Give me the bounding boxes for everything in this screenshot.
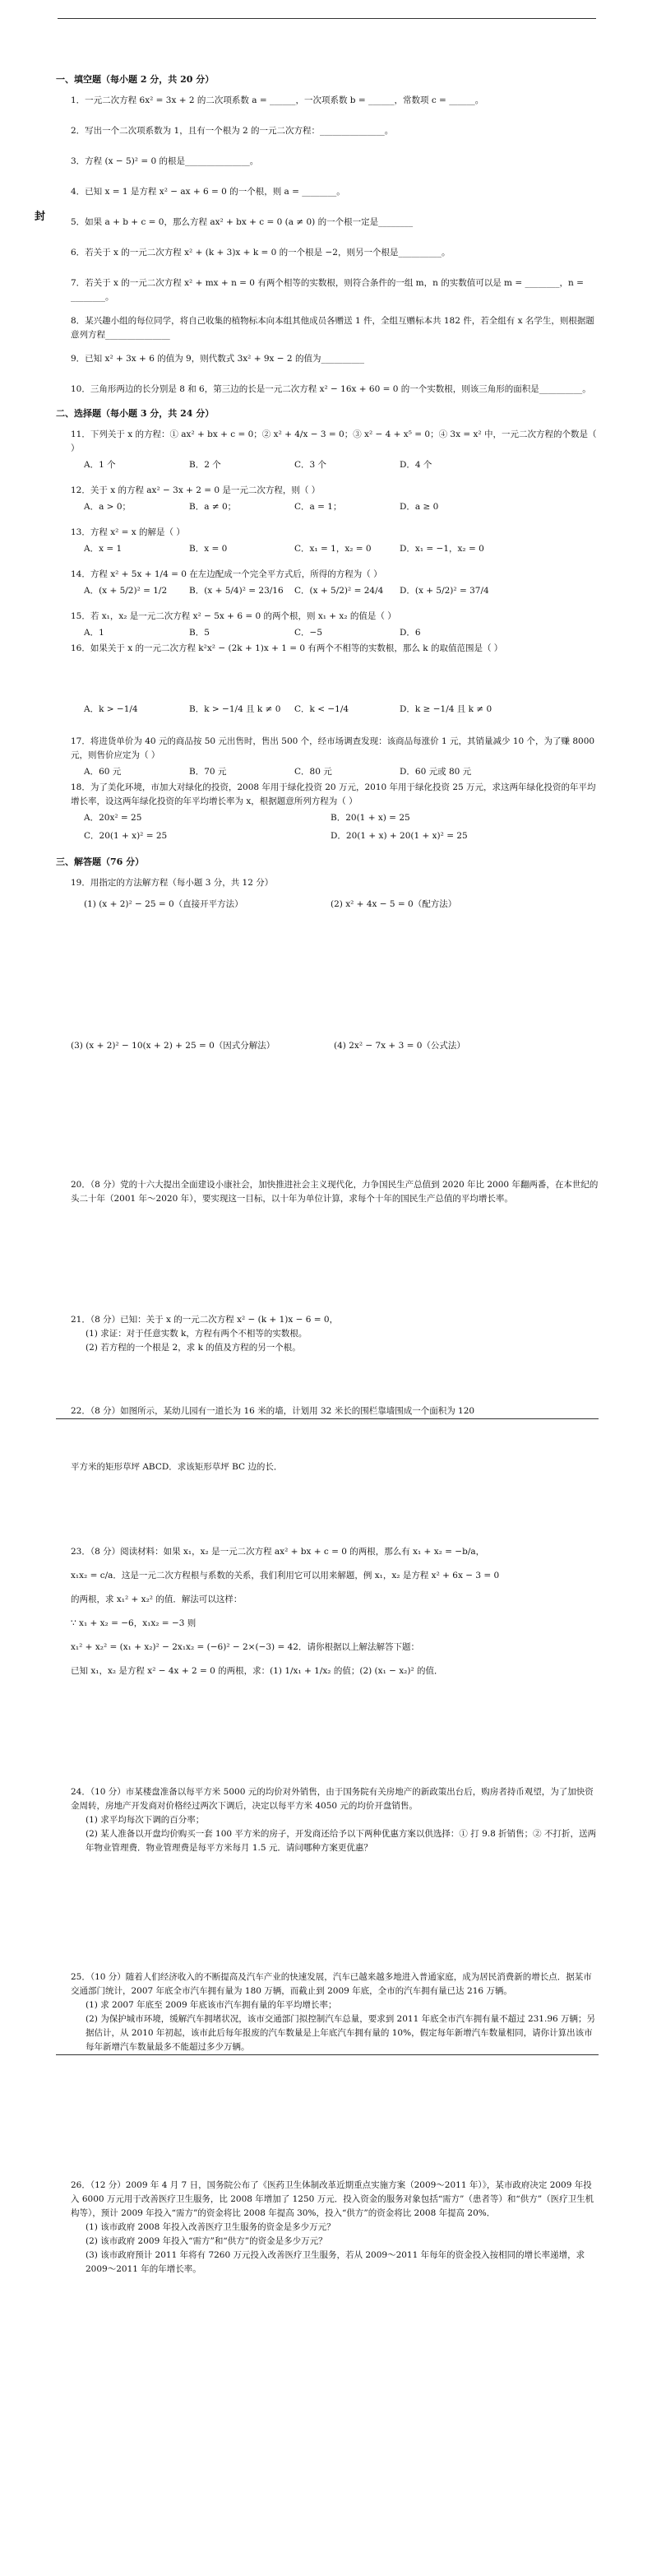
solve-q22: 22．（8 分）如图所示，某幼儿园有一道长为 16 米的墙，计划用 32 米长的围栏靠墙围成一个面积为 120 <box>56 1404 599 1419</box>
option-b[interactable]: B．5 <box>189 628 210 638</box>
option-b[interactable]: B．(x + 5/4)² = 23/16 <box>189 586 284 596</box>
option-d[interactable]: D．(x + 5/2)² = 37/4 <box>400 586 489 596</box>
solve-q23-line6: 已知 x₁，x₂ 是方程 x² − 4x + 2 = 0 的两根，求：(1) 1/x₁ + 1/x₂ 的值；(2) (x₁ − x₂)² 的值． <box>71 1666 443 1676</box>
solve-q24-part2: (2) 某人准备以开盘均价购买一套 100 平方米的房子，开发商还给予以下两种优惠方案以供选择：① 打 9.8 折销售；② 不打折，送两年物业管理费．物业管理费是每平方米每月 1.5 元．请问哪种方案更优惠？ <box>86 1829 596 1853</box>
option-c[interactable]: C．x₁ = 1，x₂ = 0 <box>294 544 372 554</box>
choice-q12-options <box>56 498 599 516</box>
option-b[interactable]: B．70 元 <box>189 767 227 777</box>
q19-part-1: (1) (x + 2)² − 25 = 0（直接开平方法） <box>84 899 243 909</box>
fill-q1: 1．一元二次方程 6x² = 3x + 2 的二次项系数 a = ______，一次项系数 b = ______，常数项 c = ______。 <box>71 95 484 105</box>
solve-q20: 20．（8 分）党的十六大提出全面建设小康社会，加快推进社会主义现代化，力争国民生产总值到 2020 年比 2000 年翻两番，在本世纪的头二十年（2001 年～2020 年），要实现这一目标，以十年为单位计算，求每个十年的国民生产总值的平均增长率。 <box>71 1180 599 1204</box>
choice-q18: 18．为了美化环境，市加大对绿化的投资，2008 年用于绿化投资 20 万元，2010 年用于绿化投资 25 万元，求这两年绿化投资的年平均增长率，设这两年绿化投资的年平均增长率为 x，根据题意所列方程为（ ） <box>71 782 596 806</box>
solve-q25-part2: (2) 为保护城市环境，缓解汽车拥堵状况，该市交通部门拟控制汽车总量，要求到 2011 年底全市汽车拥有量不超过 231.96 万辆；另据估计，从 2010 年初起，该市此后每年报废的汽车数量是上年底汽车拥有量的 10%，假定每年新增汽车数量相同，请你计算出该市每年新增汽车数量最多不能超过多少万辆。 <box>56 2012 599 2055</box>
choice-q18-options-row1 <box>56 809 599 827</box>
option-c[interactable]: C．20(1 + x)² = 25 <box>84 831 168 841</box>
option-d[interactable]: D．a ≥ 0 <box>400 502 439 512</box>
solve-q25: 25．（10 分）随着人们经济收入的不断提高及汽车产业的快速发展，汽车已越来越多地进入普通家庭，成为居民消费新的增长点．据某市交通部门统计，2007 年底全市汽车拥有量为 180 万辆，而截止到 2009 年底，全市的汽车拥有量已达 216 万辆。 <box>71 1972 592 1996</box>
fill-q8: 8．某兴趣小组的每位同学，将自己收集的植物标本向本组其他成员各赠送 1 件，全组互赠标本共 182 件，若全组有 x 名学生，则根据题意列方程_______________ <box>71 316 594 340</box>
option-c[interactable]: C．a = 1； <box>294 502 342 512</box>
option-d[interactable]: D．k ≥ −1/4 且 k ≠ 0 <box>400 704 492 714</box>
option-a[interactable]: A．20x² = 25 <box>84 813 142 823</box>
solve-q26-part3: (3) 该市政府预计 2011 年将有 7260 万元投入改善医疗卫生服务，若从 2009～2011 年每年的资金投入按相同的增长率递增，求 2009～2011 年的年增长率。 <box>86 2250 585 2274</box>
fill-q5: 5．如果 a + b + c = 0，那么方程 ax² + bx + c = 0 (a ≠ 0) 的一个根一定是________ <box>71 217 414 227</box>
solve-q26-part1: (1) 该市政府 2008 年投入改善医疗卫生服务的资金是多少万元？ <box>86 2222 335 2232</box>
solve-q21: 21．（8 分）已知：关于 x 的一元二次方程 x² − (k + 1)x − 6 = 0， <box>71 1315 339 1325</box>
option-a[interactable]: A．x = 1 <box>84 544 123 554</box>
fill-q7: 7．若关于 x 的一元二次方程 x² + mx + n = 0 有两个相等的实数根，则符合条件的一组 m，n 的实数值可以是 m = ________，n = ________。 <box>71 278 584 302</box>
solve-q23-line5: x₁² + x₂² = (x₁ + x₂)² − 2x₁x₂ = (−6)² − 2×(−3) = 42．请你根据以上解法解答下题： <box>71 1642 419 1652</box>
solve-q23-line3: 的两根，求 x₁² + x₂² 的值．解法可以这样： <box>71 1594 243 1604</box>
section-heading-choice: 二、选择题（每小题 3 分，共 24 分） <box>56 408 215 419</box>
option-d[interactable]: D．60 元或 80 元 <box>400 767 472 777</box>
binding-mark: 封 <box>35 211 46 223</box>
solve-q25-part1: (1) 求 2007 年底至 2009 年底该市汽车拥有量的年平均增长率； <box>86 2000 337 2010</box>
option-d[interactable]: D．20(1 + x) + 20(1 + x)² = 25 <box>331 831 468 841</box>
option-a[interactable]: A．a > 0； <box>84 502 131 512</box>
option-c[interactable]: C．80 元 <box>294 767 332 777</box>
option-c[interactable]: C．−5 <box>294 628 323 638</box>
solve-q23-line1: 23．（8 分）阅读材料：如果 x₁，x₂ 是一元二次方程 ax² + bx + c = 0 的两根，那么有 x₁ + x₂ = −b/a， <box>71 1547 485 1557</box>
choice-q17: 17．将进货单价为 40 元的商品按 50 元出售时，售出 500 个，经市场调查发现：该商品每涨价 1 元，其销量减少 10 个，为了赚 8000 元，则售价应定为（ ） <box>71 736 595 760</box>
choice-q11-options <box>56 456 599 474</box>
option-a[interactable]: A．k > −1/4 <box>84 704 138 714</box>
solve-q19-row1 <box>56 895 599 913</box>
option-d[interactable]: D．x₁ = −1，x₂ = 0 <box>400 544 484 554</box>
choice-q12: 12．关于 x 的方程 ax² − 3x + 2 = 0 是一元二次方程，则（ ） <box>71 485 321 495</box>
solve-q26-part2: (2) 该市政府 2009 年投入“需方”和“供方”的资金是多少万元？ <box>86 2236 327 2246</box>
option-b[interactable]: B．a ≠ 0； <box>189 502 237 512</box>
option-a[interactable]: A．60 元 <box>84 767 122 777</box>
solve-q23-line2: x₁x₂ = c/a．这是一元二次方程根与系数的关系，我们利用它可以用来解题，例 x₁，x₂ 是方程 x² + 6x − 3 = 0 <box>71 1571 500 1580</box>
choice-q13-options <box>56 540 599 558</box>
fill-q3: 3．方程 (x − 5)² = 0 的根是_______________。 <box>71 156 259 166</box>
solve-q24-part1: (1) 求平均每次下调的百分率； <box>86 1815 205 1825</box>
option-c[interactable]: C．3 个 <box>294 460 327 470</box>
option-b[interactable]: B．x = 0 <box>189 544 228 554</box>
choice-q16: 16．如果关于 x 的一元二次方程 k²x² − (2k + 1)x + 1 = 0 有两个不相等的实数根，那么 k 的取值范围是（ ） <box>71 643 503 653</box>
option-b[interactable]: B．k > −1/4 且 k ≠ 0 <box>189 704 281 714</box>
fill-q2: 2．写出一个二次项系数为 1，且有一个根为 2 的一元二次方程：_______________。 <box>71 126 394 136</box>
option-a[interactable]: A．1 个 <box>84 460 116 470</box>
choice-q14-options <box>56 582 599 600</box>
fill-q9: 9．已知 x² + 3x + 6 的值为 9，则代数式 3x² + 9x − 2 的值为__________ <box>71 354 364 364</box>
top-rule <box>58 18 596 19</box>
choice-q17-options <box>56 763 599 781</box>
option-b[interactable]: B．20(1 + x) = 25 <box>331 813 410 823</box>
option-c[interactable]: C．k < −1/4 <box>294 704 349 714</box>
q19-part-4: (4) 2x² − 7x + 3 = 0（公式法） <box>334 1041 465 1051</box>
option-a[interactable]: A．1 <box>84 628 104 638</box>
fill-q6: 6．若关于 x 的一元二次方程 x² + (k + 3)x + k = 0 的一个根是 −2，则另一个根是__________。 <box>71 248 451 258</box>
choice-q11: 11．下列关于 x 的方程：① ax² + bx + c = 0；② x² + 4/x − 3 = 0；③ x² − 4 + x⁵ = 0；④ 3x = x² 中，一元二次方程的个数是（ ） <box>71 429 597 453</box>
option-a[interactable]: A．(x + 5/2)² = 1/2 <box>84 586 168 596</box>
solve-q19-row2 <box>56 1037 599 1055</box>
option-d[interactable]: D．6 <box>400 628 421 638</box>
solve-q23-line4: ∵ x₁ + x₂ = −6，x₁x₂ = −3 则 <box>71 1618 197 1628</box>
choice-q16-options <box>56 700 599 718</box>
solve-q21-part2: (2) 若方程的一个根是 2，求 k 的值及方程的另一个根。 <box>86 1343 301 1353</box>
choice-q15-options <box>56 624 599 642</box>
solve-q21-part1: (1) 求证：对于任意实数 k，方程有两个不相等的实数根。 <box>86 1329 308 1339</box>
exam-paper <box>56 72 599 2277</box>
choice-q14: 14．方程 x² + 5x + 1/4 = 0 在左边配成一个完全平方式后，所得的方程为（ ） <box>71 569 382 579</box>
q19-part-3: (3) (x + 2)² − 10(x + 2) + 25 = 0（因式分解法） <box>71 1041 275 1051</box>
solve-q26: 26．（12 分）2009 年 4 月 7 日，国务院公布了《医药卫生体制改革近期重点实施方案（2009～2011 年）》，某市政府决定 2009 年投入 6000 万元用于改善医疗卫生服务，比 2008 年增加了 1250 万元．投入资金的服务对象包括“需方”（患者等）和“供方”（医疗卫生机构等），预计 2009 年投入“需方”的资金将比 2008 年提高 30%，投入“供方”的资金将比 2008 年提高 20%． <box>71 2180 594 2218</box>
choice-q18-options-row2 <box>56 827 599 845</box>
solve-q19-title: 19．用指定的方法解方程（每小题 3 分，共 12 分） <box>71 878 274 888</box>
solve-q22-cont: 平方米的矩形草坪 ABCD．求该矩形草坪 BC 边的长． <box>71 1462 283 1472</box>
choice-q15: 15．若 x₁，x₂ 是一元二次方程 x² − 5x + 6 = 0 的两个根，则 x₁ + x₂ 的值是（ ） <box>71 611 396 621</box>
fill-q4: 4．已知 x = 1 是方程 x² − ax + 6 = 0 的一个根，则 a = ________。 <box>71 187 345 197</box>
section-heading-fill: 一、填空题（每小题 2 分，共 20 分） <box>56 74 215 85</box>
section-heading-solve: 三、解答题（76 分） <box>56 856 145 867</box>
choice-q13: 13．方程 x² = x 的解是（ ） <box>71 527 185 537</box>
option-c[interactable]: C．(x + 5/2)² = 24/4 <box>294 586 384 596</box>
option-b[interactable]: B．2 个 <box>189 460 221 470</box>
option-d[interactable]: D．4 个 <box>400 460 432 470</box>
fill-q10: 10．三角形两边的长分别是 8 和 6，第三边的长是一元二次方程 x² − 16x + 60 = 0 的一个实数根，则该三角形的面积是__________。 <box>71 384 591 394</box>
solve-q24: 24．（10 分）市某楼盘准备以每平方米 5000 元的均价对外销售，由于国务院有关房地产的新政策出台后，购房者持币观望，为了加快资金周转，房地产开发商对价格经过两次下调后，决定以每平方米 4050 元的均价开盘销售。 <box>71 1787 594 1811</box>
q19-part-2: (2) x² + 4x − 5 = 0（配方法） <box>331 899 457 909</box>
